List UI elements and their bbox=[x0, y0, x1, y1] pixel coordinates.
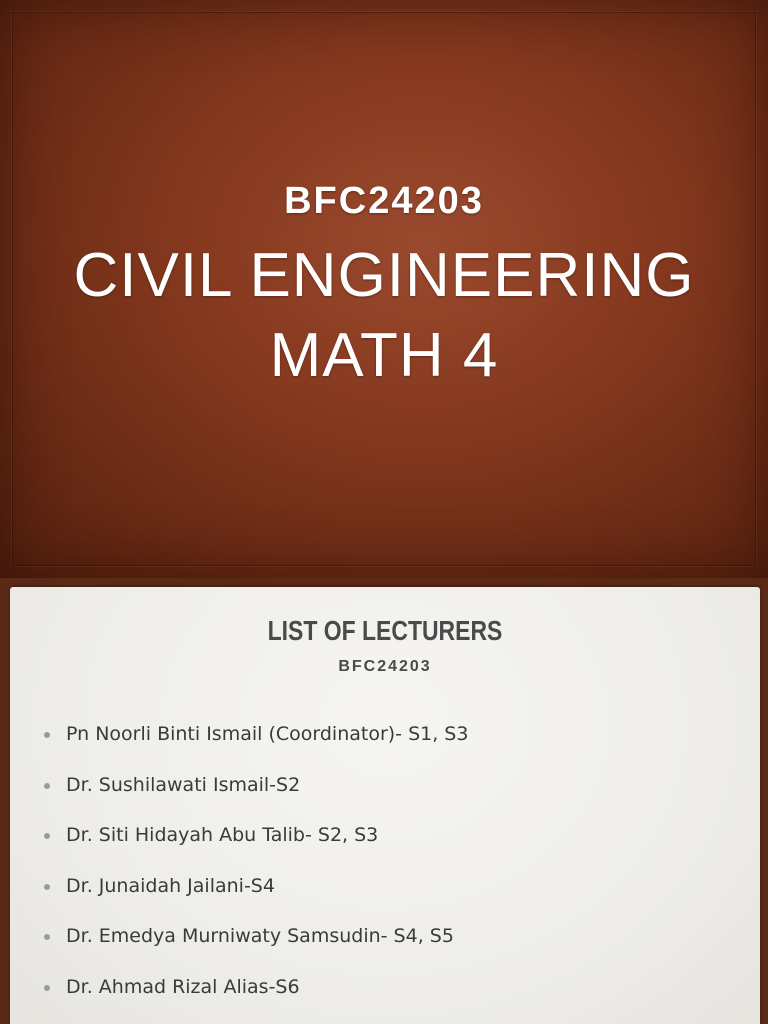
lecturer-name: Dr. Ahmad Rizal Alias-S6 bbox=[66, 975, 300, 998]
lecturers-heading: LIST OF LECTURERS bbox=[267, 615, 503, 646]
lecturers-list bbox=[42, 717, 468, 1021]
list-item bbox=[42, 869, 468, 920]
lecturers-course-code: BFC24203 bbox=[338, 658, 432, 675]
lecturer-name: Dr. Sushilawati Ismail-S2 bbox=[66, 773, 301, 796]
bullet-icon bbox=[44, 934, 50, 940]
lecturer-name: Dr. Junaidah Jailani-S4 bbox=[66, 874, 275, 897]
list-item bbox=[42, 919, 468, 970]
bullet-icon bbox=[44, 985, 50, 991]
list-item bbox=[42, 970, 468, 1021]
lecturer-name: Pn Noorli Binti Ismail (Coordinator)- S1, S3 bbox=[66, 723, 469, 745]
course-code: BFC24203 bbox=[284, 180, 484, 222]
title-line-2: MATH 4 bbox=[269, 321, 499, 390]
list-item bbox=[42, 818, 468, 869]
lecturer-name: Dr. Emedya Murniwaty Samsudin- S4, S5 bbox=[66, 925, 454, 948]
lecturer-name: Dr. Siti Hidayah Abu Talib- S2, S3 bbox=[66, 824, 379, 847]
bullet-icon bbox=[44, 884, 50, 890]
bullet-icon bbox=[44, 783, 50, 789]
bullet-icon bbox=[44, 732, 50, 738]
bullet-icon bbox=[44, 833, 50, 839]
slide-title bbox=[0, 236, 768, 396]
list-item bbox=[42, 768, 468, 819]
title-line-1: CIVIL ENGINEERING bbox=[73, 241, 695, 310]
lecturers-slide bbox=[10, 587, 760, 1024]
list-item bbox=[42, 717, 468, 768]
